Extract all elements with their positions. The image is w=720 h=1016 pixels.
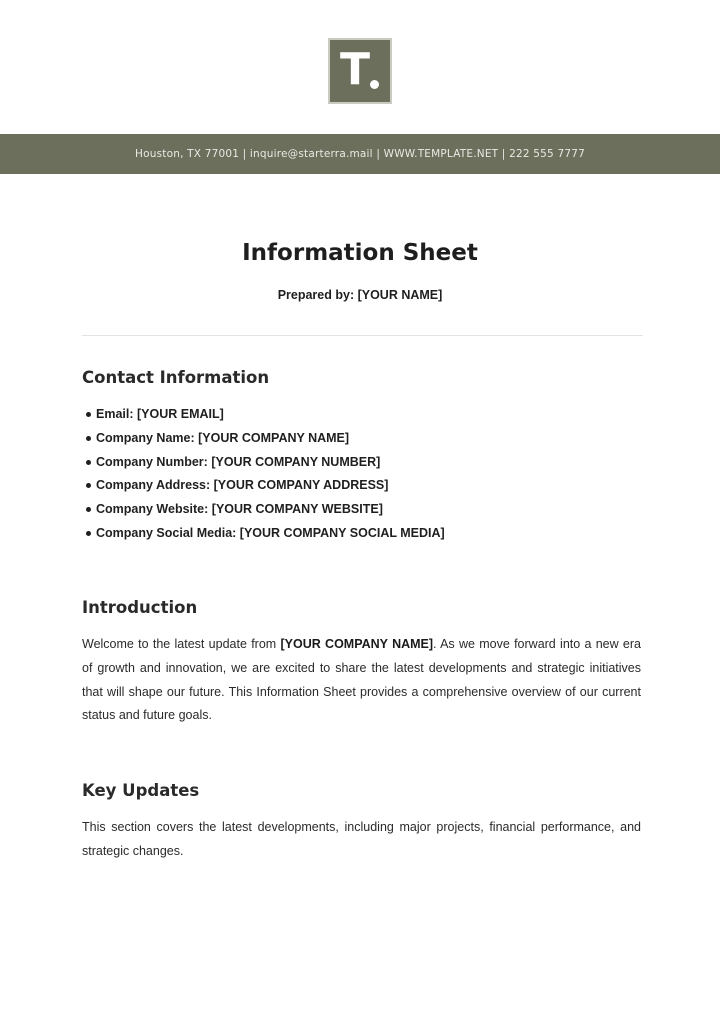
logo-letter: T [340,44,371,95]
contact-line: Houston, TX 77001 | inquire@starterra.mail | WWW.TEMPLATE.NET | 222 555 7777 [135,148,585,160]
list-item [82,499,445,523]
bullet [86,531,91,536]
item-value: [YOUR COMPANY NAME] [198,430,350,445]
page-title: Information Sheet [242,240,478,266]
introduction-heading: Introduction [82,598,198,617]
template-logo-icon [328,38,392,104]
prepared-by: Prepared by: [YOUR NAME] [277,288,443,302]
list-item [82,475,445,499]
bullet [86,436,91,441]
item-value: [YOUR COMPANY NUMBER] [211,454,381,469]
list-item [82,428,445,452]
intro-text-start: Welcome to the latest update from [82,637,281,651]
item-label: Company Number: [96,454,208,469]
item-label: Company Social Media: [96,525,237,540]
item-label: Company Name: [96,430,195,445]
bullet [86,507,91,512]
key-updates-paragraph: This section covers the latest developments, including major projects, financial performance, and strategic changes. [82,820,641,858]
bullet [86,483,91,488]
item-label: Company Address: [96,478,211,493]
bullet [86,460,91,465]
item-value: [YOUR COMPANY WEBSITE] [211,502,383,517]
item-value: [YOUR COMPANY ADDRESS] [213,478,389,493]
divider [82,335,643,336]
list-item [82,523,445,547]
list-item [82,452,445,476]
intro-company: [YOUR COMPANY NAME] [280,637,434,651]
bullet [86,412,91,417]
logo-dot [370,80,379,89]
list-item [82,404,445,428]
item-value: [YOUR COMPANY SOCIAL MEDIA] [239,525,445,540]
contact-heading: Contact Information [82,368,270,387]
logo-mark [332,42,388,100]
key-updates-heading: Key Updates [82,781,200,800]
item-label: Company Website: [96,502,209,517]
item-label: Email: [96,407,134,421]
contact-list [82,404,445,547]
item-value: [YOUR EMAIL] [137,407,224,421]
intro-text-end: . As we move forward into a new era of growth and innovation, we are excited to share the latest developments and strategic initiatives that will shape our future. This Information Sheet provides a comprehensive overview of our current status and future goals. [82,637,641,723]
header-band [0,134,720,174]
introduction-paragraph [82,633,641,728]
